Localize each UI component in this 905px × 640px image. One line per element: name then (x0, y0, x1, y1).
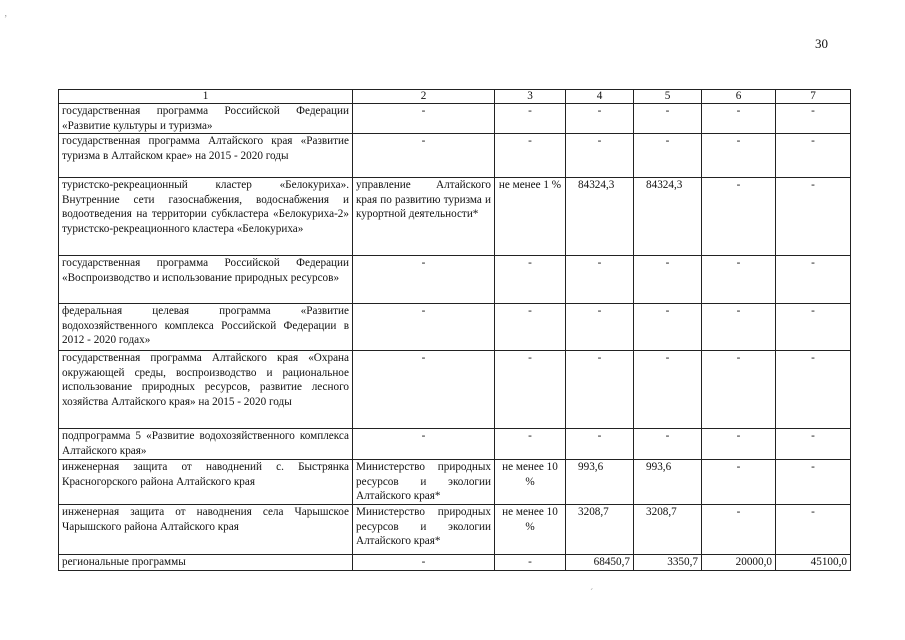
column-header: 7 (776, 90, 851, 104)
value-cell: - (634, 256, 702, 304)
table-row (59, 134, 851, 178)
value-cell: - (702, 460, 776, 505)
program-name-cell: региональные программы (59, 554, 353, 570)
column-header: 2 (353, 90, 495, 104)
table-row (59, 304, 851, 351)
column-header: 3 (495, 90, 566, 104)
responsible-cell: - (353, 351, 495, 429)
share-cell: - (495, 104, 566, 134)
value-cell: 20000,0 (702, 554, 776, 570)
value-cell: 45100,0 (776, 554, 851, 570)
column-header: 6 (702, 90, 776, 104)
column-header: 5 (634, 90, 702, 104)
value-cell: - (702, 429, 776, 460)
share-cell: - (495, 554, 566, 570)
value-cell: - (776, 429, 851, 460)
value-cell: - (702, 504, 776, 554)
value-cell: - (776, 351, 851, 429)
table-row (59, 460, 851, 505)
value-cell: 993,6 (566, 460, 634, 505)
table-row (59, 256, 851, 304)
responsible-cell: - (353, 134, 495, 178)
responsible-cell: управление Алтайского края по развитию туризма и курортной деятельности* (353, 178, 495, 256)
responsible-cell: Министерство природных ресурсов и экологии Алтайского края* (353, 504, 495, 554)
value-cell: - (634, 134, 702, 178)
table-row (59, 504, 851, 554)
value-cell: - (702, 104, 776, 134)
table-row (59, 178, 851, 256)
responsible-cell: - (353, 256, 495, 304)
program-name-cell: подпрограмма 5 «Развитие водохозяйственного комплекса Алтайского края» (59, 429, 353, 460)
share-cell: - (495, 351, 566, 429)
column-header: 1 (59, 90, 353, 104)
share-cell: - (495, 256, 566, 304)
share-cell: не менее 10 % (495, 460, 566, 505)
share-cell: не менее 1 % (495, 178, 566, 256)
page-number: 30 (815, 36, 828, 51)
value-cell: - (702, 256, 776, 304)
value-cell: - (776, 304, 851, 351)
program-name-cell: государственная программа Российской Федерации «Воспроизводство и использование природных ресурсов» (59, 256, 353, 304)
value-cell: - (702, 304, 776, 351)
value-cell: - (566, 351, 634, 429)
budget-table (58, 89, 851, 571)
scan-speck: ˊ (590, 588, 594, 599)
value-cell: 84324,3 (634, 178, 702, 256)
value-cell: 3350,7 (634, 554, 702, 570)
share-cell: - (495, 429, 566, 460)
value-cell: 84324,3 (566, 178, 634, 256)
value-cell: - (776, 460, 851, 505)
value-cell: - (634, 104, 702, 134)
share-cell: не менее 10 % (495, 504, 566, 554)
share-cell: - (495, 304, 566, 351)
value-cell: - (566, 304, 634, 351)
table-header-row (59, 90, 851, 104)
table-row (59, 429, 851, 460)
value-cell: - (776, 178, 851, 256)
column-header: 4 (566, 90, 634, 104)
table-row (59, 554, 851, 570)
responsible-cell: - (353, 104, 495, 134)
value-cell: - (566, 256, 634, 304)
program-name-cell: государственная программа Алтайского края «Развитие туризма в Алтайском крае» на 2015 - 2020 годы (59, 134, 353, 178)
value-cell: - (702, 178, 776, 256)
value-cell: - (776, 256, 851, 304)
responsible-cell: Министерство природных ресурсов и экологии Алтайского края* (353, 460, 495, 505)
share-cell: - (495, 134, 566, 178)
value-cell: - (566, 134, 634, 178)
value-cell: - (634, 351, 702, 429)
responsible-cell: - (353, 304, 495, 351)
value-cell: - (702, 351, 776, 429)
program-name-cell: инженерная защита от наводнений с. Быстрянка Красногорского района Алтайского края (59, 460, 353, 505)
program-name-cell: государственная программа Алтайского края «Охрана окружающей среды, воспроизводство и рациональное использование природных ресурсов, развитие лесного хозяйства Алтайского края» на 2015 - 2020 годы (59, 351, 353, 429)
table-row (59, 104, 851, 134)
value-cell: - (566, 429, 634, 460)
value-cell: 68450,7 (566, 554, 634, 570)
value-cell: - (634, 429, 702, 460)
value-cell: - (776, 134, 851, 178)
program-name-cell: инженерная защита от наводнения села Чарышское Чарышского района Алтайского края (59, 504, 353, 554)
value-cell: 993,6 (634, 460, 702, 505)
value-cell: - (634, 304, 702, 351)
responsible-cell: - (353, 429, 495, 460)
scan-speck: ʼ (4, 14, 8, 25)
table-row (59, 351, 851, 429)
value-cell: - (776, 104, 851, 134)
value-cell: - (566, 104, 634, 134)
program-name-cell: туристско-рекреационный кластер «Белокуриха». Внутренние сети газоснабжения, водоснабжения и водоотведения на территории субкластера «Белокуриха-2» туристско-рекреационного кластера «Белокуриха» (59, 178, 353, 256)
value-cell: 3208,7 (566, 504, 634, 554)
program-name-cell: федеральная целевая программа «Развитие водохозяйственного комплекса Российской Федерации в 2012 - 2020 годах» (59, 304, 353, 351)
responsible-cell: - (353, 554, 495, 570)
value-cell: - (702, 134, 776, 178)
value-cell: - (776, 504, 851, 554)
value-cell: 3208,7 (634, 504, 702, 554)
program-name-cell: государственная программа Российской Федерации «Развитие культуры и туризма» (59, 104, 353, 134)
